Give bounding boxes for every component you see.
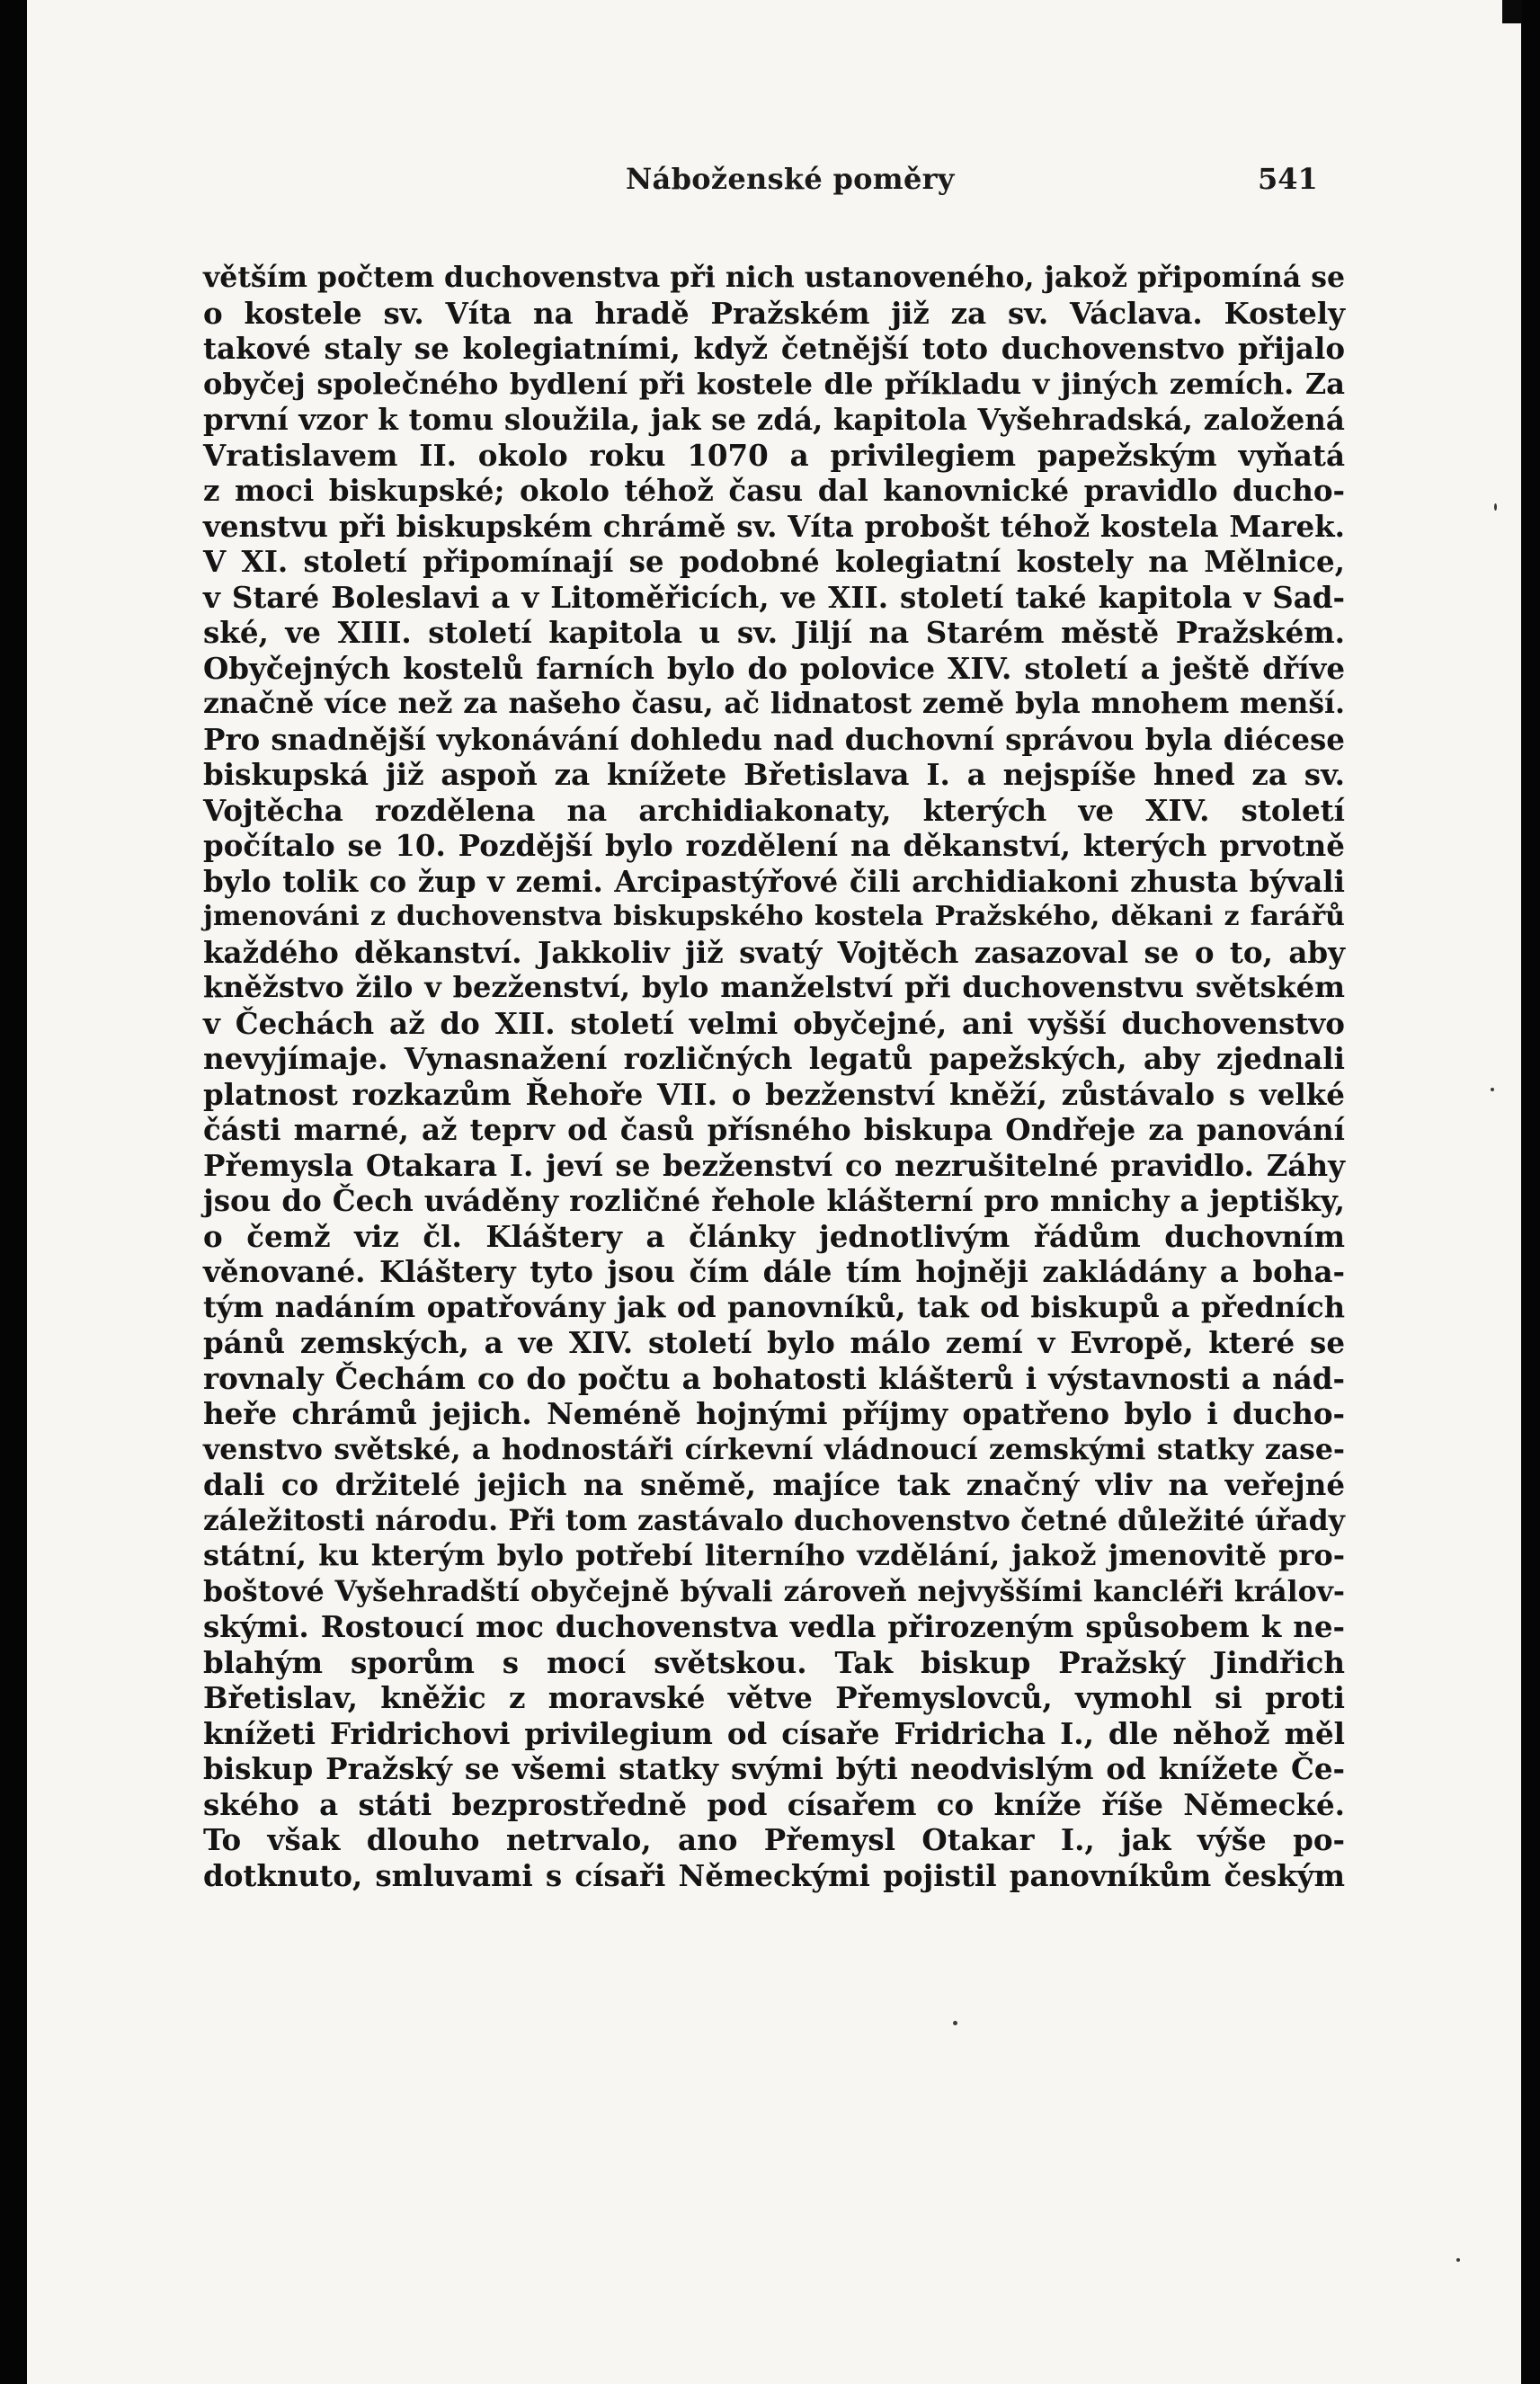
running-header xyxy=(27,162,1521,207)
text-line: boštové Vyšehradští obyčejně bývali zároveň nejvyššími kancléři králov- xyxy=(203,1574,1345,1608)
text-line: počítalo se 10. Pozdější bylo rozdělení na děkanství, kterých prvotně xyxy=(203,828,1345,863)
book-page xyxy=(27,0,1521,2384)
text-line: Přemysla Otakara I. jeví se bezženství co nezrušitelné pravidlo. Záhy xyxy=(203,1147,1345,1183)
text-line: tým nadáním opatřovány jak od panovníků, tak od biskupů a předních xyxy=(203,1289,1345,1324)
text-line: knížeti Fridrichovi privilegium od císaře Fridricha I., dle něhož měl xyxy=(203,1715,1345,1751)
text-line: skými. Rostoucí moc duchovenstva vedla přirozeným spůsobem k ne- xyxy=(203,1609,1345,1644)
text-line: blahým sporům s mocí světskou. Tak biskup Pražský Jindřich xyxy=(203,1644,1345,1680)
page-number: 541 xyxy=(1258,162,1318,196)
text-line: kněžstvo žilo v bezženství, bylo manželství při duchovenstvu světském xyxy=(203,970,1345,1004)
text-line: biskup Pražský se všemi statky svými býti neodvislým od knížete Če- xyxy=(203,1751,1345,1786)
text-line: obyčej společného bydlení při kostele dle příkladu v jiných zemích. Za xyxy=(203,366,1345,401)
scan-border-left xyxy=(0,0,27,2384)
text-line: nevyjímaje. Vynasnažení rozličných legatů papežských, aby zjednali xyxy=(203,1041,1345,1076)
text-line: v Čechách až do XII. století velmi obyčejné, ani vyšší duchovenstvo xyxy=(203,1005,1345,1041)
text-line: heře chrámů jejich. Neméně hojnými příjmy opatřeno bylo i ducho- xyxy=(203,1396,1345,1431)
scan-speck xyxy=(953,2021,957,2025)
text-line: Vratislavem II. okolo roku 1070 a privilegiem papežským vyňatá xyxy=(203,437,1345,473)
text-line: Obyčejných kostelů farních bylo do polovice XIV. století a ještě dříve xyxy=(203,650,1345,686)
scan-border-right xyxy=(1521,0,1540,2384)
text-line: platnost rozkazům Řehoře VII. o bezženství kněží, zůstávalo s velké xyxy=(203,1076,1345,1112)
text-line: ské, ve XIII. století kapitola u sv. Jiljí na Starém městě Pražském. xyxy=(203,615,1345,650)
text-line: značně více než za našeho času, ač lidnatost země byla mnohem menší. xyxy=(203,687,1345,720)
text-line: jsou do Čech uváděny rozličné řehole klášterní pro mnichy a jeptišky, xyxy=(203,1183,1345,1218)
text-line: Vojtěcha rozdělena na archidiakonaty, kterých ve XIV. století xyxy=(203,792,1345,828)
text-line: první vzor k tomu sloužila, jak se zdá, kapitola Vyšehradská, založená xyxy=(203,402,1345,437)
text-line: venstvo světské, a hodnostáři církevní vládnoucí zemskými statky zase- xyxy=(203,1432,1345,1466)
text-line: z moci biskupské; okolo téhož času dal kanovnické pravidlo ducho- xyxy=(203,473,1345,508)
text-line: bylo tolik co žup v zemi. Arcipastýřové čili archidiakoni zhusta bývali xyxy=(203,863,1345,899)
text-line: jmenováni z duchovenstva biskupského kostela Pražského, děkani z farářů xyxy=(203,901,1345,932)
text-line: větším počtem duchovenstva při nich ustanoveného, jakož připomíná se xyxy=(203,261,1345,294)
text-line: Břetislav, kněžic z moravské větve Přemyslovců, vymohl si proti xyxy=(203,1680,1345,1715)
text-line: záležitosti národu. Při tom zastávalo duchovenstvo četné důležité úřady xyxy=(203,1503,1345,1537)
text-line: biskupská již aspoň za knížete Břetislava I. a nejspíše hned za sv. xyxy=(203,757,1345,792)
text-line: Pro snadnější vykonávání dohledu nad duchovní správou byla diécese xyxy=(203,721,1345,757)
text-line: V XI. století připomínají se podobné kolegiatní kostely na Mělnice, xyxy=(203,544,1345,579)
text-line: To však dlouho netrvalo, ano Přemysl Otakar I., jak výše po- xyxy=(203,1822,1345,1857)
text-line: věnované. Kláštery tyto jsou čím dále tím hojněji zakládány a boha- xyxy=(203,1254,1345,1289)
text-line: o kostele sv. Víta na hradě Pražském již za sv. Václava. Kostely xyxy=(203,295,1345,331)
text-line: dali co držitelé jejich na sněmě, majíce tak značný vliv na veřejné xyxy=(203,1467,1345,1502)
body-text xyxy=(203,260,1345,1893)
scan-speck xyxy=(1491,1088,1494,1091)
text-line: takové staly se kolegiatními, když četnější toto duchovenstvo přijalo xyxy=(203,331,1345,366)
text-line: o čemž viz čl. Kláštery a články jednotlivým řádům duchovním xyxy=(203,1218,1345,1254)
text-line: každého děkanství. Jakkoliv již svatý Vojtěch zasazoval se o to, aby xyxy=(203,934,1345,970)
text-line: rovnaly Čechám co do počtu a bohatosti klášterů i výstavnosti a nád- xyxy=(203,1360,1345,1396)
scan-speck xyxy=(1494,503,1497,511)
text-line: ského a státi bezprostředně pod císařem co kníže říše Německé. xyxy=(203,1786,1345,1822)
running-title: Náboženské poměry xyxy=(626,162,955,196)
text-line: části marné, až teprv od časů přísného biskupa Ondřeje za panování xyxy=(203,1112,1345,1147)
text-line: v Staré Boleslavi a v Litoměřicích, ve XII. století také kapitola v Sad- xyxy=(203,579,1345,615)
text-line: venstvu při biskupském chrámě sv. Víta probošt téhož kostela Marek. xyxy=(203,508,1345,544)
text-line: pánů zemských, a ve XIV. století bylo málo zemí v Evropě, které se xyxy=(203,1325,1345,1360)
scan-corner-mark xyxy=(1502,0,1522,23)
text-line: dotknuto, smluvami s císaři Německými pojistil panovníkům českým xyxy=(203,1857,1345,1893)
text-line: státní, ku kterým bylo potřebí literního vzdělání, jakož jmenovitě pro- xyxy=(203,1538,1345,1572)
scan-speck xyxy=(1456,2258,1460,2262)
